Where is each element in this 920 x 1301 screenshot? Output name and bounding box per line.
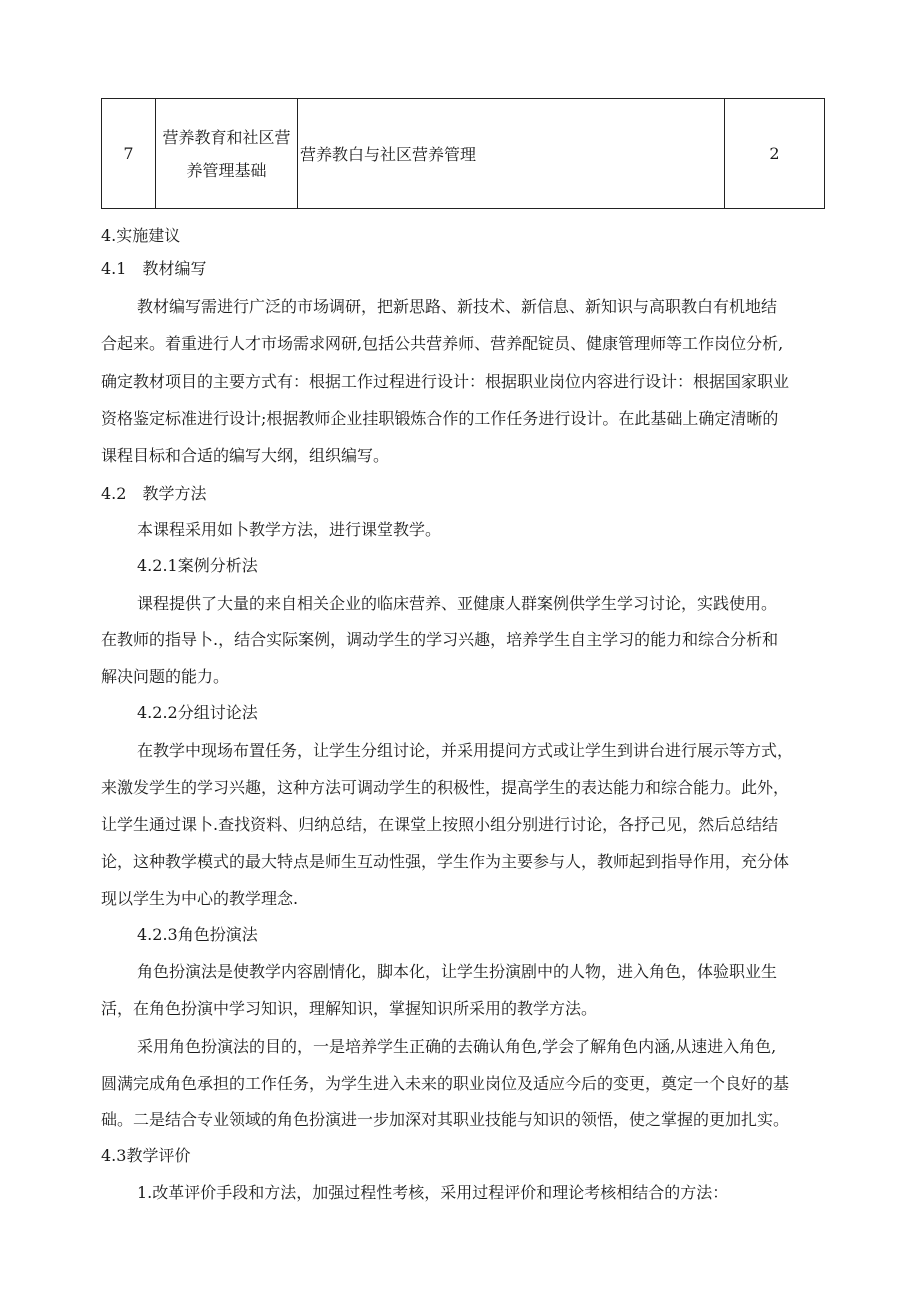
course-content-cell: 营养教白与社区营养管理 [298, 99, 725, 209]
paragraph-line: 角色扮演法是使教学内容剧情化，脚本化，让学生扮演剧中的人物，进入角色，体验职业生 [137, 962, 778, 981]
paragraph-line: 在教师的指导卜.，结合实际案例，调动学生的学习兴趣，培养学生自主学习的能力和综合分析和 [101, 630, 779, 649]
course-name-line2: 养管理基础 [186, 160, 267, 180]
paragraph-line: 资格鉴定标准进行设计;根据教师企业挂职锻炼合作的工作任务进行设计。在此基础上确定清晰的 [101, 409, 779, 428]
paragraph-line: 活，在角色扮演中学习知识，理解知识，掌握知识所采用的教学方法。 [101, 999, 598, 1018]
section-4-heading: 4.实施建议 [101, 226, 181, 245]
paragraph-line: 在教学中现场布置任务，让学生分组讨论，并采用提问方式或让学生到讲台进行展示等方式， [137, 741, 794, 760]
paragraph-line: 解决问题的能力。 [101, 667, 230, 686]
section-4-2-3-heading: 4.2.3角色扮演法 [137, 925, 258, 944]
section-4-2-1-heading: 4.2.1案例分析法 [137, 556, 258, 575]
paragraph-line: 课程目标和合适的编写大纲，组织编写。 [101, 446, 390, 465]
table-row [102, 99, 825, 209]
paragraph-line: 采用角色扮演法的目的，一是培养学生正确的去确认角色,学会了解角色内涵,从速进入角色, [137, 1037, 777, 1056]
paragraph-line: 确定教材项目的主要方式有：根据工作过程进行设计：根据职业岗位内容进行设计：根据国家职业 [101, 372, 790, 391]
course-table [101, 98, 825, 209]
section-4-1-heading: 4.1 教材编写 [101, 259, 207, 278]
paragraph-line: 本课程采用如卜教学方法，进行课堂教学。 [137, 520, 442, 539]
course-name-line1: 营养教育和社区营 [162, 127, 291, 147]
section-4-2-heading: 4.2 教学方法 [101, 484, 207, 503]
paragraph-line: 课程提供了大量的来自相关企业的临床营养、亚健康人群案例供学生学习讨论，实践使用。 [137, 594, 778, 613]
row-number-cell: 7 [102, 99, 156, 209]
paragraph-line: 础。二是结合专业领域的角色扮演进一步加深对其职业技能与知识的领悟，使之掌握的更加扎实。 [101, 1110, 790, 1129]
list-item: 1.改革评价手段和方法，加强过程性考核，采用过程评价和理论考核相结合的方法： [137, 1183, 729, 1202]
paragraph-line: 来激发学生的学习兴趣，这种方法可调动学生的积极性，提高学生的表达能力和综合能力。此外， [101, 778, 790, 797]
course-hours-cell: 2 [725, 99, 825, 209]
paragraph-line: 论，这种教学模式的最大特点是师生互动性强，学生作为主要参与人，教师起到指导作用，充分体 [101, 852, 790, 871]
paragraph-line: 教材编写需进行广泛的市场调研，把新思路、新技术、新信息、新知识与高职教白有机地结 [137, 297, 778, 316]
paragraph-line: 圆满完成角色承担的工作任务，为学生进入未来的职业岗位及适应今后的变更，奠定一个良好的基 [101, 1074, 790, 1093]
paragraph-line: 让学生通过课卜.查找资料、归纳总结，在课堂上按照小组分别进行讨论，各抒己见，然后总结结 [101, 815, 779, 834]
section-4-2-2-heading: 4.2.2分组讨论法 [137, 703, 258, 722]
paragraph-line: 现以学生为中心的教学理念. [101, 889, 299, 908]
paragraph-line: 合起来。着重进行人才市场需求网研,包括公共营养师、营养配锭员、健康管理师等工作岗位分析, [101, 334, 784, 353]
course-name-cell [156, 99, 298, 209]
section-4-3-heading: 4.3教学评价 [101, 1146, 191, 1165]
